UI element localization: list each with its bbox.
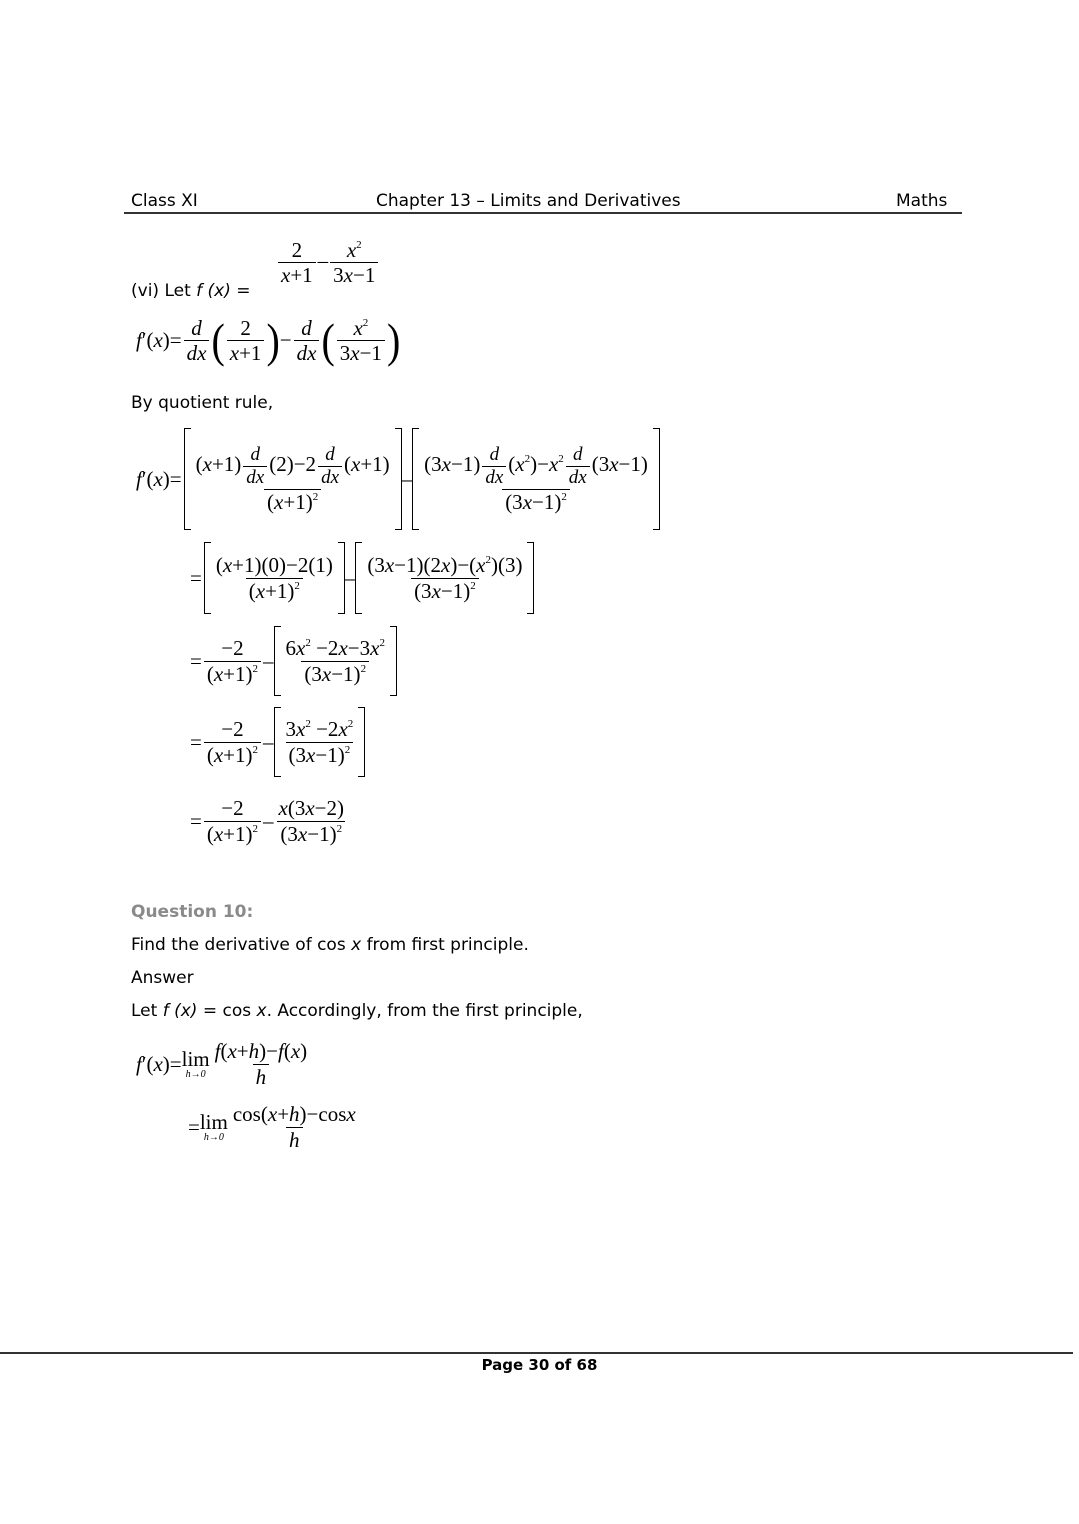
header-class: Class XI: [131, 191, 198, 211]
answer-intro-cos: = cos: [202, 1001, 252, 1021]
part-vi-label: (vi) Let: [131, 281, 191, 301]
q10-step1: f ′( x )= lim h→0 $\frac{f(x+h)-f(x)}{h}$: [136, 1039, 308, 1089]
footer-divider: [0, 1352, 1073, 1354]
q10-step2: = lim h→0 $\frac{\cos(x+h)-\cos x}{h}$: [188, 1102, 356, 1152]
answer-label: Answer: [131, 968, 194, 988]
part-vi-step2: f ′( x )= (x+1) $\frac{d}{dx}$ (2)−2 $\frac{d}{dx}$ (x+1) $(x+1)^2$ – (3x−1) $\frac{d}{dx}$ $(x^2)-x^2$ $\frac{d}{dx}$ (3x−1) $(3x-1)^2$: [136, 426, 660, 532]
part-vi-step3: = $\frac{(x+1)(0)-2(1)}{(x+1)^2}$ – $\frac{(3x-1)(2x)-(x^2)(3)}{(3x-1)^2}$: [190, 541, 534, 615]
answer-intro-end: . Accordingly, from the first principle,: [266, 1001, 583, 1021]
question-10-title: Question 10:: [131, 902, 254, 922]
part-vi-step6: = $\frac{-2}{(x+1)^2}$ – $\frac{x(3x-2)}{(3x-1)^2}$: [190, 796, 345, 846]
answer-intro: [131, 1001, 583, 1021]
part-vi-intro: [131, 281, 251, 301]
prompt-text-end: from first principle.: [366, 935, 529, 955]
question-10-prompt: [131, 935, 529, 955]
page-number: Page 30 of 68: [481, 1356, 598, 1374]
prompt-text: Find the derivative of cos: [131, 935, 346, 955]
prompt-variable: x: [351, 935, 362, 955]
answer-intro-let: Let: [131, 1001, 158, 1021]
limit-subscript: h→0: [203, 1131, 224, 1143]
header-divider: [124, 212, 962, 214]
header-chapter: Chapter 13 – Limits and Derivatives: [376, 191, 681, 211]
part-vi-step5: = $\frac{-2}{(x+1)^2}$ – $\frac{3x^2 -2x^2}{(3x-1)^2}$: [190, 706, 365, 778]
quotient-rule-label: By quotient rule,: [131, 393, 274, 413]
answer-intro-var: x: [256, 1001, 267, 1021]
answer-intro-fx: f (x): [162, 1001, 198, 1021]
part-vi-step1: f ′( x )= $\frac{d}{dx}$ ( $\frac{2}{x+1}$ ) − $\frac{d}{dx}$ ( $\frac{x^2}{3x-1}$ ): [136, 313, 401, 368]
limit-subscript: h→0: [185, 1068, 206, 1080]
part-vi-step4: = $\frac{-2}{(x+1)^2}$ – $\frac{6x^2 -2x-3x^2}{(3x-1)^2}$: [190, 625, 397, 697]
part-vi-fx: f (x) =: [196, 281, 251, 301]
part-vi-expression: $\frac{2}{x+1}$ – $\frac{x^2}{3x-1}$: [276, 238, 380, 287]
header-subject: Maths: [896, 191, 948, 211]
